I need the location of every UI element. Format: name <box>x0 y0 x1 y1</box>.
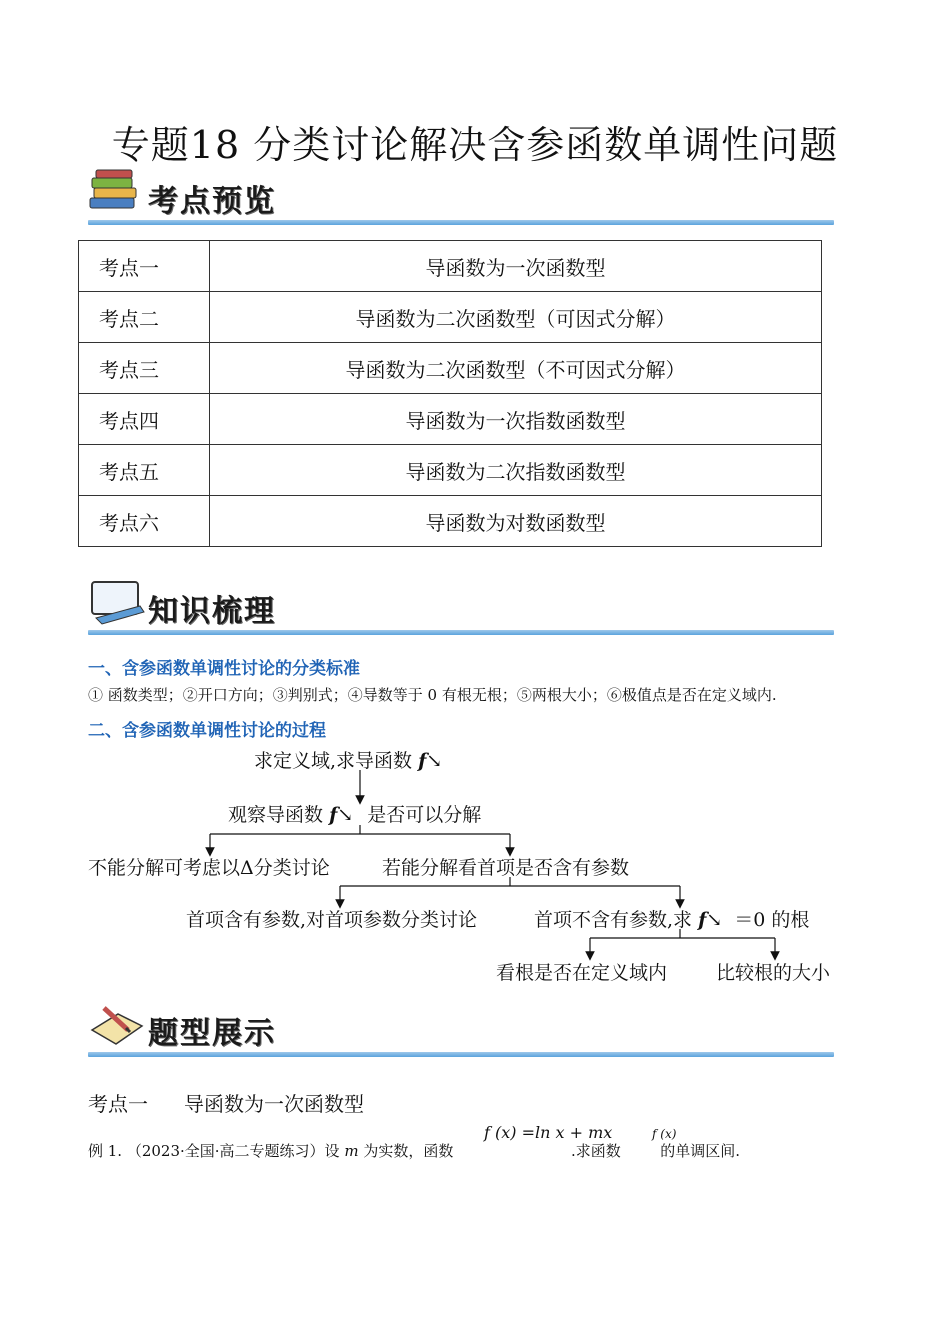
kaodian-one-title <box>88 1088 364 1117</box>
section-divider <box>88 630 834 635</box>
flow-node-lead-no-param-text-a: 首项不含有参数,求 <box>534 909 693 931</box>
kaodian-key: 考点三 <box>79 343 210 394</box>
kaodian-key: 考点一 <box>79 241 210 292</box>
example-prefix: 例 1. （2023·全国·高二专题练习）设 <box>88 1142 340 1160</box>
kaodian-key: 考点四 <box>79 394 210 445</box>
example-1 <box>88 1140 740 1161</box>
section-title: 题型展示 <box>148 1016 276 1051</box>
classification-text: ① 函数类型；②开口方向；③判别式；④导数等于 0 有根无根；⑤两根大小；⑥极值点是否在定义域内. <box>88 686 777 704</box>
section-knowledge-header <box>88 578 834 638</box>
section-types-header <box>88 1000 834 1060</box>
table-row <box>79 496 822 547</box>
example-after: .求函数 <box>570 1142 621 1160</box>
table-row <box>79 292 822 343</box>
table-row <box>79 394 822 445</box>
derivative-symbol: f <box>329 804 338 826</box>
flow-node-no-factor: 不能分解可考虑以Δ分类讨论 <box>88 857 330 879</box>
kaodian-one-text: 导函数为一次函数型 <box>184 1092 364 1116</box>
kaodian-key: 考点二 <box>79 292 210 343</box>
kaodian-value: 导函数为二次指数函数型 <box>210 445 822 496</box>
derivative-symbol: f <box>418 750 427 772</box>
books-icon <box>88 168 146 216</box>
section-divider <box>88 1052 834 1057</box>
kaodian-value: 导函数为对数函数型 <box>210 496 822 547</box>
kaodian-value: 导函数为一次函数型 <box>210 241 822 292</box>
heading-process: 二、含参函数单调性讨论的过程 <box>88 721 326 741</box>
flow-node-can-factor: 若能分解看首项是否含有参数 <box>382 857 630 879</box>
kaodian-key: 考点五 <box>79 445 210 496</box>
flow-node-compare-roots: 比较根的大小 <box>716 962 831 984</box>
table-row <box>79 241 822 292</box>
kaodian-one-label: 考点一 <box>88 1092 148 1116</box>
flow-node-domain <box>254 746 442 773</box>
flow-node-domain-text: 求定义域,求导函数 <box>254 750 413 772</box>
example-param-m: m <box>344 1142 359 1160</box>
example-fx: f (x) <box>652 1127 677 1141</box>
page-title: 专题18 分类讨论解决含参函数单调性问题 <box>111 123 839 167</box>
flow-node-observe <box>228 800 481 827</box>
section-title: 知识梳理 <box>148 594 276 629</box>
heading-classification: 一、含参函数单调性讨论的分类标准 <box>88 659 360 679</box>
derivative-arrow-icon: ↘ <box>426 750 443 772</box>
derivative-arrow-icon: ↘ <box>337 804 354 826</box>
pencil-book-icon <box>88 1000 146 1048</box>
example-suffix: 的单调区间. <box>660 1142 741 1160</box>
table-row <box>79 343 822 394</box>
example-formula: f (x) =ln x + mx <box>484 1123 613 1142</box>
flow-node-lead-no-param-text-b: ＝0 的根 <box>734 909 810 931</box>
kaodian-value: 导函数为二次函数型（可因式分解） <box>210 292 822 343</box>
derivative-symbol: f <box>698 909 707 931</box>
kaodian-key: 考点六 <box>79 496 210 547</box>
flow-node-lead-no-param <box>534 905 809 932</box>
table-row <box>79 445 822 496</box>
section-title: 考点预览 <box>148 184 276 219</box>
section-divider <box>88 220 834 225</box>
kaodian-value: 导函数为二次函数型（不可因式分解） <box>210 343 822 394</box>
derivative-arrow-icon: ↘ <box>706 909 723 931</box>
kaodian-value: 导函数为一次指数函数型 <box>210 394 822 445</box>
flow-node-root-domain: 看根是否在定义域内 <box>496 962 668 984</box>
flow-node-lead-param: 首项含有参数,对首项参数分类讨论 <box>186 909 478 931</box>
notebook-icon <box>88 578 146 626</box>
kaodian-table <box>78 240 822 547</box>
flow-node-observe-text-a: 观察导函数 <box>228 804 324 826</box>
section-preview-header <box>88 168 834 228</box>
example-mid: 为实数，函数 <box>363 1142 454 1160</box>
flow-node-observe-text-b: 是否可以分解 <box>367 804 482 826</box>
